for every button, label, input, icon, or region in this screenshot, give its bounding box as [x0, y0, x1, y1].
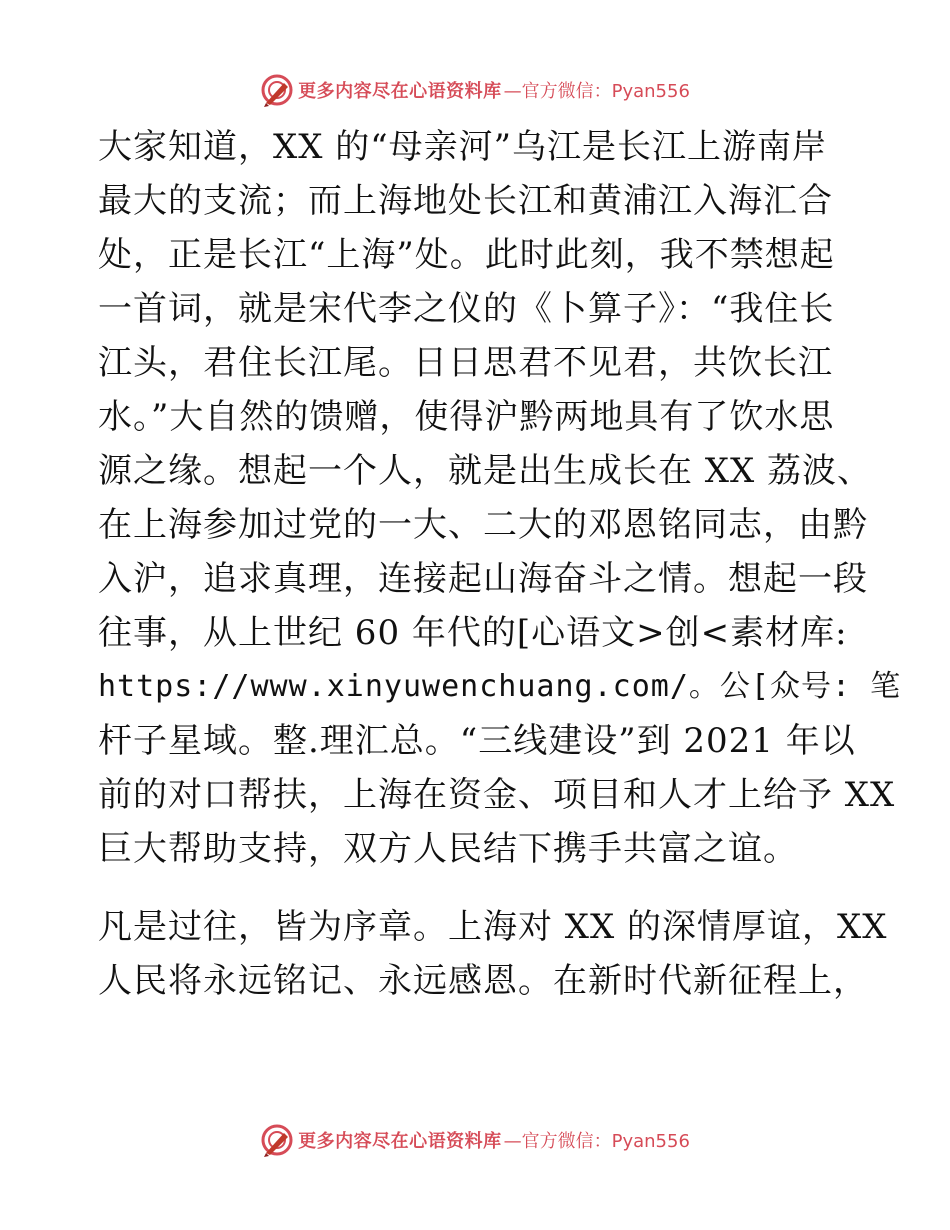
text-line: 入沪，追求真理，连接起山海奋斗之情。想起一段 [98, 559, 868, 599]
text-line: 人民将永远铭记、永远感恩。在新时代新征程上， [98, 961, 868, 1001]
text-line: 往事，从上世纪 60 年代的[心语文>创<素材库: [98, 613, 848, 653]
pen-logo-icon [260, 73, 294, 107]
text-line: 一首词，就是宋代李之仪的《卜算子》：“我住长 [98, 289, 835, 329]
body-text [98, 120, 902, 1008]
header-watermark [0, 70, 950, 110]
text-line: 最大的支流；而上海地处长江和黄浦江入海汇合 [98, 181, 833, 221]
pen-logo-icon [260, 1123, 294, 1157]
paragraph-gap [98, 876, 858, 900]
text-line: 源之缘。想起一个人，就是出生成长在 XX 荔波、 [98, 451, 873, 491]
text-line-url: https://www.xinyuwenchuang.com/。公[众号: 笔 [98, 669, 902, 704]
text-line: 水。”大自然的馈赠，使得沪黔两地具有了饮水思 [98, 397, 835, 437]
header-watermark-text: 更多内容尽在心语资料库 [298, 81, 502, 102]
text-line: 杆子星域。整.理汇总。“三线建设”到 2021 年以 [98, 721, 856, 761]
text-line: 在上海参加过党的一大、二大的邓恩铭同志，由黔 [98, 505, 868, 545]
text-line: 凡是过往，皆为序章。上海对 XX 的深情厚谊，XX [98, 907, 888, 947]
header-watermark-wechat: —官方微信：Pyan556 [503, 81, 690, 102]
text-line: 处，正是长江“上海”处。此时此刻，我不禁想起 [98, 235, 835, 275]
footer-watermark [0, 1120, 950, 1160]
footer-watermark-wechat: —官方微信：Pyan556 [503, 1131, 690, 1152]
text-line: 大家知道，XX 的“母亲河”乌江是长江上游南岸 [98, 127, 827, 167]
footer-watermark-text: 更多内容尽在心语资料库 [298, 1131, 502, 1152]
text-line: 巨大帮助支持，双方人民结下携手共富之谊。 [98, 829, 798, 869]
text-line: 前的对口帮扶，上海在资金、项目和人才上给予 XX [98, 775, 896, 815]
text-line: 江头，君住长江尾。日日思君不见君，共饮长江 [98, 343, 833, 383]
